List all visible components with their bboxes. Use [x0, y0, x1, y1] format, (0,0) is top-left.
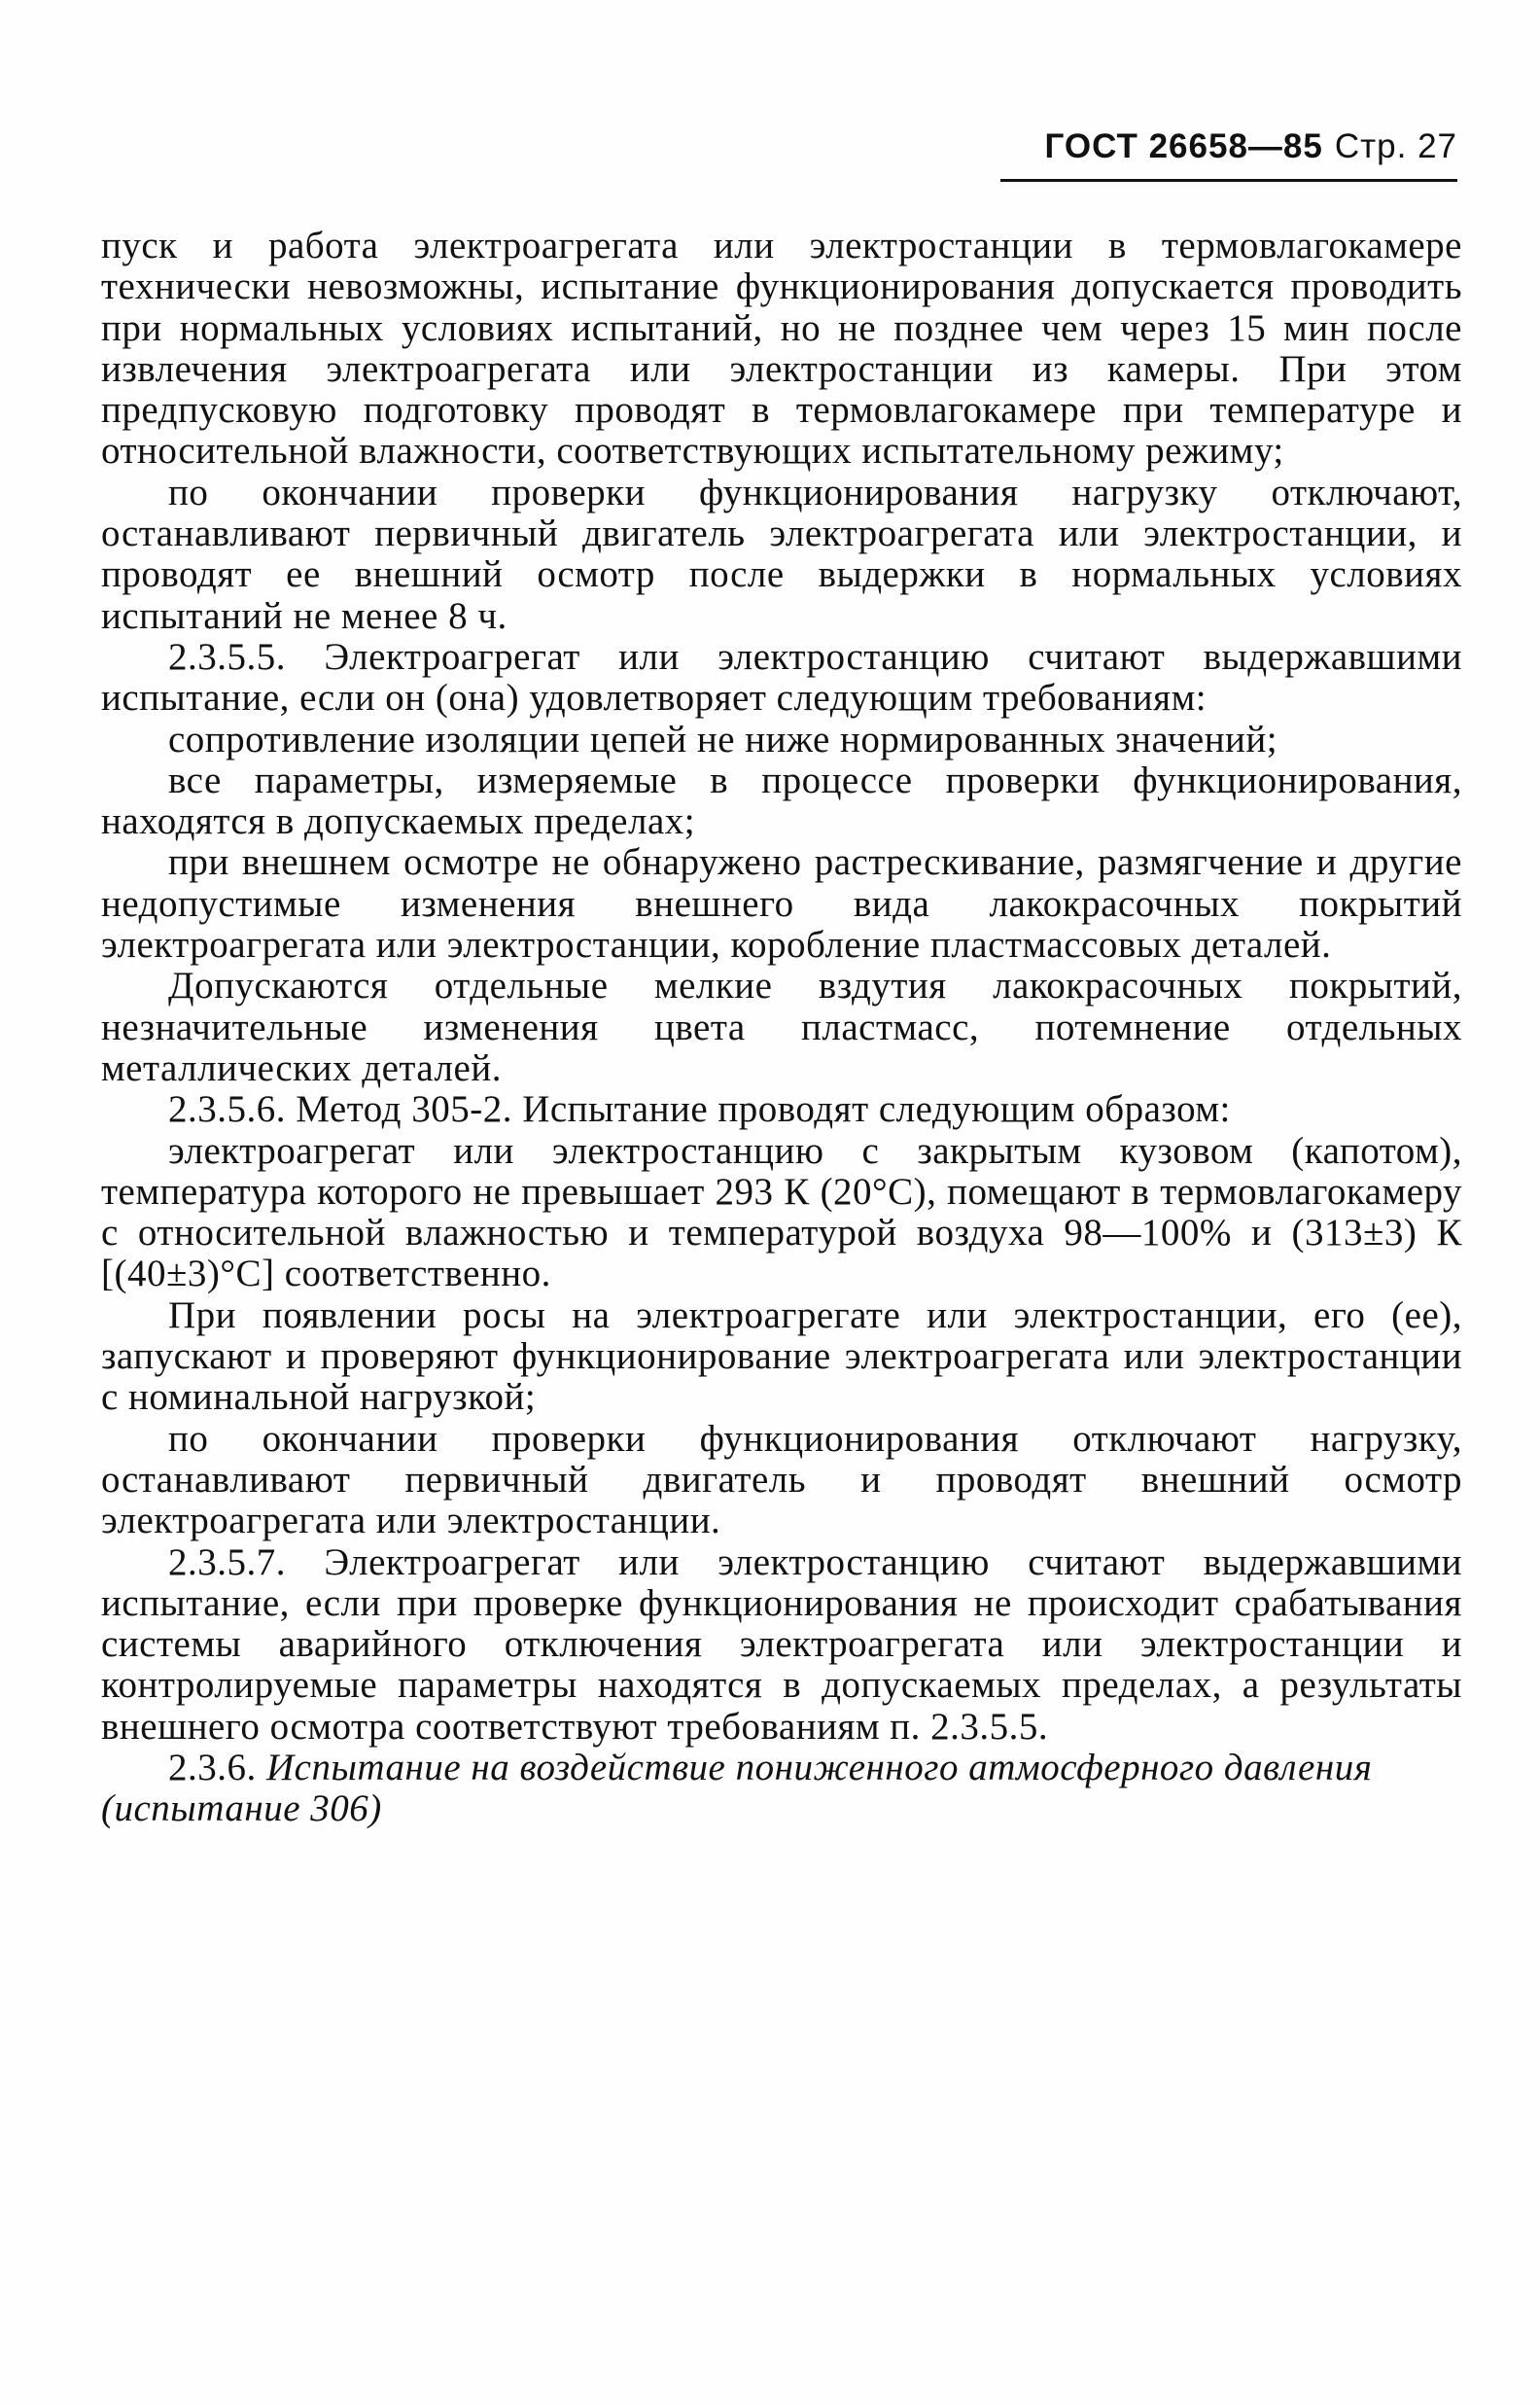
section-title: Испытание на воздействие пониженного атмосферного давления (испытание 306) [101, 1746, 1373, 1830]
page-body [101, 226, 1462, 1830]
paragraph-clause-2-3-5-7: 2.3.5.7. Электроагрегат или электростанцию считают выдержавшими испытание, если при проверке функционирования не происходит срабатывания системы аварийного отключения электроагрегата или электростанции и контролируемые параметры находятся в допускаемых пределах, а результаты внешнего осмотра соответствуют требованиям п. 2.3.5.5. [101, 1540, 1462, 1748]
paragraph: Допускаются отдельные мелкие вздутия лакокрасочных покрытий, незначительные изменения цвета пластмасс, потемнение отдельных металлических деталей. [101, 965, 1462, 1089]
page-number: Стр. 27 [1334, 127, 1457, 165]
paragraph: по окончании проверки функционирования отключают нагрузку, останавливают первичный двигатель и проводят внешний осмотр электроагрегата или электростанции. [101, 1417, 1462, 1542]
paragraph-continued: пуск и работа электроагрегата или электростанции в термовлагокамере технически невозможны, испытание функционирования допускается проводить при нормальных условиях испытаний, но не позднее чем через 15 мин после извлечения электроагрегата или электростанции из камеры. При этом предпусковую подготовку проводят в термовлагокамере при температуре и относительной влажности, соответствующих испытательному режиму; [101, 225, 1462, 473]
paragraph: при внешнем осмотре не обнаружено растрескивание, размягчение и другие недопустимые изменения внешнего вида лакокрасочных покрытий электроагрегата или электростанции, коробление пластмассовых деталей. [101, 841, 1462, 967]
paragraph-clause-2-3-5-6: 2.3.5.6. Метод 305-2. Испытание проводят следующим образом: [168, 1088, 1231, 1131]
paragraph: все параметры, измеряемые в процессе проверки функционирования, находятся в допускаемых пределах; [101, 759, 1462, 843]
section-number: 2.3.6. [168, 1746, 257, 1788]
page-header [1000, 123, 1457, 182]
paragraph-clause-2-3-5-5: 2.3.5.5. Электроагрегат или электростанцию считают выдержавшими испытание, если он (она) удовлетворяет следующим требованиям: [101, 635, 1462, 720]
standard-number: ГОСТ 26658—85 [1044, 127, 1323, 165]
paragraph: по окончании проверки функционирования нагрузку отключают, останавливают первичный двигатель электроагрегата или электростанции, и проводят ее внешний осмотр после выдержки в нормальных условиях испытаний не менее 8 ч. [101, 471, 1462, 637]
paragraph: электроагрегат или электростанцию с закрытым кузовом (капотом), температура которого не превышает 293 К (20°С), помещают в термовлагокамеру с относительной влажностью и температурой воздуха 98—100% и (313±3) К [(40±3)°С] соответственно. [101, 1129, 1462, 1295]
section-heading-2-3-6 [101, 1748, 1462, 1830]
paragraph: При появлении росы на электроагрегате или электростанции, его (ее), запускают и проверяют функционирование электроагрегата или электростанции с номинальной нагрузкой; [101, 1293, 1462, 1419]
paragraph: сопротивление изоляции цепей не ниже нормированных значений; [168, 718, 1278, 760]
